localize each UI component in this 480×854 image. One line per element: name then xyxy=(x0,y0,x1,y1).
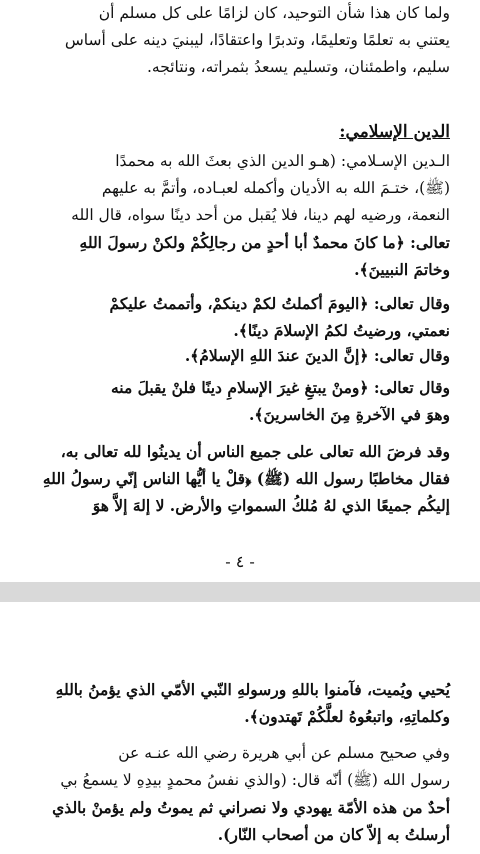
quran-quote-1 xyxy=(30,290,450,344)
text-line: يُحيي ويُميت، فآمنوا باللهِ ورسولهِ النّبي الأمّي الذي يؤمنُ باللهِ xyxy=(55,680,450,699)
text-line: نعمتي، ورضيتُ لكمُ الإسلامَ دينًا﴾. xyxy=(233,321,450,340)
intro-paragraph xyxy=(30,0,450,81)
book-page-bottom xyxy=(0,602,480,854)
text-line: وكلماتِهِ، واتبعُوهُ لعلَّكُمْ تَهتدون﴾. xyxy=(244,707,450,726)
text-line: يعتني به تعلمًا وتعليمًا، وتدبرًا واعتقادًا، ليبنيَ دينه على أساس xyxy=(64,31,450,49)
text-line: إليكُم جميعًا الذي لهُ مُلكُ السمواتِ والأرض. لا إلهَ إلاَّ هوَ xyxy=(92,496,450,515)
text-line: تعالى: ﴿ما كانَ محمدٌ أبا أحدٍ من رجالِكُمْ ولكنْ رسولَ اللهِ xyxy=(79,233,450,252)
text-line: فقال مخاطبًا رسول الله (ﷺ) ﴿قلْ يا أيُّها الناس إنّي رسولُ اللهِ xyxy=(42,469,450,488)
text-line: وقال تعالى: ﴿اليومَ أكملتُ لكمْ دينكمْ، وأتممتُ عليكمْ xyxy=(109,294,450,313)
text-line: (ﷺ)، ختـمَ الله به الأديان وأكمله لعبـاده، وأتمَّ به عليهم xyxy=(101,179,450,197)
text-line: وقال تعالى: ﴿ومنْ يبتغِ غيرَ الإسلامِ دينًا فلنْ يقبلَ منه xyxy=(110,378,450,397)
text-line: وقد فرضَ الله تعالى على جميع الناس أن يدينُوا لله تعالى به، xyxy=(60,442,450,461)
text-line: أحدٌ من هذه الأمّة يهودي ولا نصراني ثم يموتُ ولم يؤمنْ بالذي xyxy=(52,798,450,817)
page-number: - ٤ - xyxy=(225,552,255,571)
definition-paragraph xyxy=(30,148,450,283)
text-line: أرسلتُ به إلاّ كان من أصحاب النّار). xyxy=(217,825,450,844)
text-line: الـدين الإسـلامي: (هـو الدين الذي بعثَ الله به محمدًا xyxy=(115,152,450,170)
quran-quote-2 xyxy=(30,342,450,369)
section-heading: الدين الإسلامي: xyxy=(339,122,450,142)
text-line: النعمة، ورضيه لهم دينا، فلا يُقبل من أحد دينًا سواه، قال الله xyxy=(71,206,450,224)
closing-paragraph xyxy=(30,438,450,519)
text-line: وفي صحيح مسلم عن أبي هريرة رضي الله عنـه عن xyxy=(118,744,450,762)
text-line: سليم، واطمئنان، وتسليم يسعدُ بثمراته، ونتائجه. xyxy=(147,58,450,76)
verse-continuation xyxy=(30,676,450,730)
text-line: رسول الله (ﷺ) أنّه قال: (والذي نفسُ محمدٍ بيدِهِ لا يسمعُ بي xyxy=(60,771,450,789)
text-line: ولما كان هذا شأن التوحيد، كان لزامًا على كل مسلم أن xyxy=(98,4,450,22)
text-line: وهوَ في الآخرةِ مِنَ الخاسرينَ﴾. xyxy=(249,405,450,424)
quran-quote-3 xyxy=(30,374,450,428)
page-separator xyxy=(0,582,480,602)
hadith-paragraph xyxy=(30,740,450,848)
text-line: وقال تعالى: ﴿إنَّ الدينَ عندَ اللهِ الإسلامُ﴾. xyxy=(184,346,450,365)
text-line: وخاتمَ النبيينَ﴾. xyxy=(354,260,450,279)
